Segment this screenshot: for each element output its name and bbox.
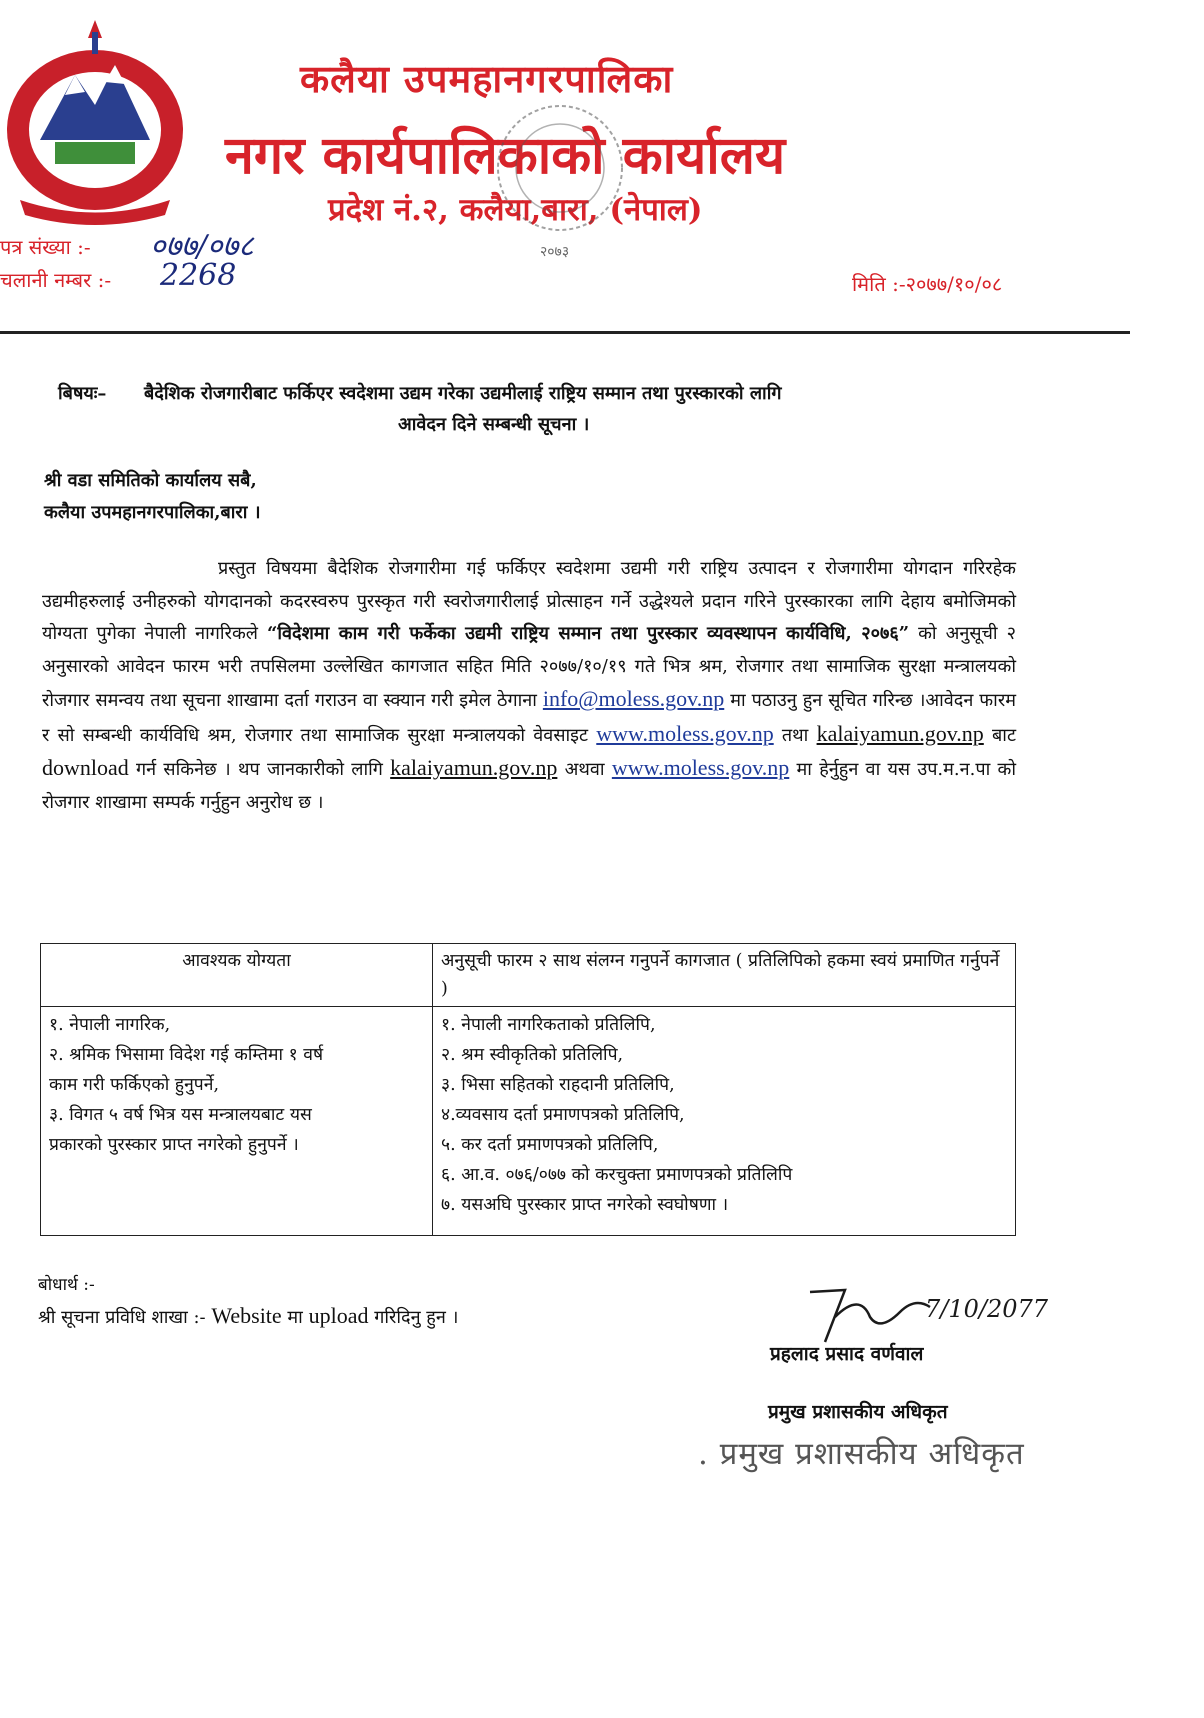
addressee-line-1: श्री वडा समितिको कार्यालय सबै, bbox=[44, 470, 257, 491]
notice-body bbox=[42, 553, 1016, 819]
letterhead-municipality: कलैया उपमहानगरपालिका bbox=[300, 56, 674, 101]
cc-it-label: श्री सूचना प्रविधि शाखा :- bbox=[38, 1307, 206, 1328]
subject-line-2: आवेदन दिने सम्बन्धी सूचना । bbox=[398, 414, 590, 435]
subject-block bbox=[58, 378, 1018, 440]
body-text-g: अथवा bbox=[564, 759, 605, 780]
letter-number-label: पत्र संख्या :- bbox=[0, 235, 91, 259]
cc-upload-word: upload bbox=[308, 1303, 369, 1328]
body-text-c: मा पठाउनु हुन सूचित गरिन्छ ।आवेदन फारम र सो सम्बन्धी कार्यविधि श्रम, रोजगार तथा सामाजिक सुरक्षा मन्त्रालयको वेवसाइट bbox=[42, 690, 1016, 746]
cc-website-word: Website bbox=[211, 1303, 282, 1328]
document-line: २. श्रम स्वीकृतिको प्रतिलिपि, bbox=[441, 1045, 624, 1065]
body-text-d: तथा bbox=[781, 724, 809, 746]
table-header-documents: अनुसूची फारम २ साथ संलग्न गनुपर्ने कागजात ( प्रतिलिपिको हकमा स्वयं प्रमाणित गर्नुपर्ने ) bbox=[433, 944, 1016, 1007]
documents-cell bbox=[433, 1007, 1016, 1236]
qualification-line: २. श्रमिक भिसामा विदेश गई कम्तिमा १ वर्ष bbox=[49, 1045, 324, 1065]
document-line: ७. यसअघि पुरस्कार प्राप्त नगरेको स्वघोषणा । bbox=[441, 1195, 729, 1215]
office-seal-icon bbox=[480, 88, 640, 268]
qualification-line: १. नेपाली नागरिक, bbox=[49, 1015, 171, 1035]
body-text-f: गर्न सकिनेछ । थप जानकारीको लागि bbox=[136, 759, 383, 780]
kalaiya-website-link-2[interactable]: kalaiyamun.gov.np bbox=[390, 755, 558, 780]
moless-website-link[interactable]: www.moless.gov.np bbox=[596, 720, 774, 746]
letter-number-value: ०७७/०७८ bbox=[150, 229, 254, 264]
letterhead-address: प्रदेश नं.२, कलैया,बारा, (नेपाल) bbox=[328, 192, 703, 228]
signer-title: प्रमुख प्रशासकीय अधिकृत bbox=[768, 1401, 948, 1423]
qualification-cell bbox=[41, 1007, 433, 1236]
dispatch-number-value: 2268 bbox=[160, 258, 237, 293]
requirements-table bbox=[40, 943, 1016, 1236]
cc-label: बोधार्थ :- bbox=[38, 1275, 95, 1295]
email-link[interactable]: info@moless.gov.np bbox=[542, 686, 725, 711]
svg-text:२०७३: २०७३ bbox=[540, 244, 570, 260]
qualification-line: काम गरी फर्किएको हुनुपर्ने, bbox=[49, 1075, 220, 1095]
body-text-e: बाट bbox=[992, 724, 1017, 746]
header-divider bbox=[0, 331, 1130, 334]
document-line: १. नेपाली नागरिकताको प्रतिलिपि, bbox=[441, 1015, 656, 1035]
dispatch-number-label: चलानी नम्बर :- bbox=[0, 268, 112, 292]
document-line: ६. आ.व. ०७६/०७७ को करचुक्ता प्रमाणपत्रको प्रतिलिपि bbox=[441, 1165, 793, 1185]
moless-website-link-2[interactable]: www.moless.gov.np bbox=[611, 755, 790, 780]
document-line: ५. कर दर्ता प्रमाणपत्रको प्रतिलिपि, bbox=[441, 1135, 659, 1155]
signer-name: प्रहलाद प्रसाद वर्णवाल bbox=[770, 1343, 924, 1365]
body-procedure-title: “विदेशमा काम गरी फर्केका उद्यमी राष्ट्रिय सम्मान तथा पुरस्कार व्यवस्थापन कार्यविधि, २०७६” bbox=[267, 623, 910, 644]
letter-date: मिति :-२०७७/१०/०८ bbox=[852, 272, 1003, 296]
document-line: ४.व्यवसाय दर्ता प्रमाणपत्रको प्रतिलिपि, bbox=[441, 1105, 685, 1125]
designation-stamp: . प्रमुख प्रशासकीय अधिकृत bbox=[698, 1436, 1025, 1472]
qualification-line: ३. विगत ५ वर्ष भित्र यस मन्त्रालयबाट यस bbox=[49, 1105, 312, 1125]
addressee-block bbox=[44, 465, 261, 529]
table-header-qualification: आवश्यक योग्यता bbox=[41, 944, 433, 1007]
letterhead-office: नगर कार्यपालिकाको कार्यालय bbox=[225, 125, 786, 186]
qualification-line: प्रकारको पुरस्कार प्राप्त नगरेको हुनुपर्ने । bbox=[49, 1135, 299, 1155]
nepal-emblem-icon bbox=[0, 20, 190, 220]
body-text-h: मा हेर्नुहुन वा यस उप.म.न.पा को रोजगार शाखामा सम्पर्क गर्नुहुन अनुरोध छ । bbox=[42, 759, 1016, 813]
cc-mid-word: मा bbox=[287, 1307, 303, 1328]
subject-line-1: बैदेशिक रोजगारीबाट फर्किएर स्वदेशमा उद्यम गरेका उद्यमीलाई राष्ट्रिय सम्मान तथा पुरस्कारको लागि bbox=[144, 383, 782, 404]
cc-it-section bbox=[38, 1303, 458, 1329]
download-word: download bbox=[42, 755, 129, 780]
document-line: ३. भिसा सहितको राहदानी प्रतिलिपि, bbox=[441, 1075, 675, 1095]
body-text-b: को अनुसूची २ अनुसारको आवेदन फारम भरी तपसिलमा उल्लेखित कागजात सहित मिति २०७७/१०/१९ गते भित्र श्रम, रोजगार तथा सामाजिक सुरक्षा मन्त्रालयको रोजगार समन्वय तथा सूचना शाखामा दर्ता गराउन वा स्क्यान गरी इमेल ठेगाना bbox=[42, 623, 1016, 711]
kalaiya-website-link[interactable]: kalaiyamun.gov.np bbox=[816, 720, 984, 746]
handwritten-signature bbox=[790, 1272, 1049, 1347]
cc-end-text: गरिदिनु हुन । bbox=[374, 1307, 459, 1328]
body-text-a: प्रस्तुत विषयमा बैदेशिक रोजगारीमा गई फर्किएर स्वदेशमा उद्यमी गरी राष्ट्रिय उत्पादन र रोजगारीमा योगदान गरिरहेक उद्यमीहरुलाई उनीहरुको योगदानको कदरस्वरुप पुरस्कृत गरी स्वरोजगारीलाई प्रोत्साहन गर्ने उद्धेश्यले प्रदान गरिने पुरस्कारका लागि देहाय बमोजिमको योग्यता पुगेका नेपाली नागरिकले bbox=[42, 558, 1016, 644]
signature-date: 7/10/2077 bbox=[925, 1295, 1049, 1323]
subject-label: बिषयः– bbox=[58, 383, 107, 404]
addressee-line-2: कलैया उपमहानगरपालिका,बारा । bbox=[44, 502, 261, 523]
